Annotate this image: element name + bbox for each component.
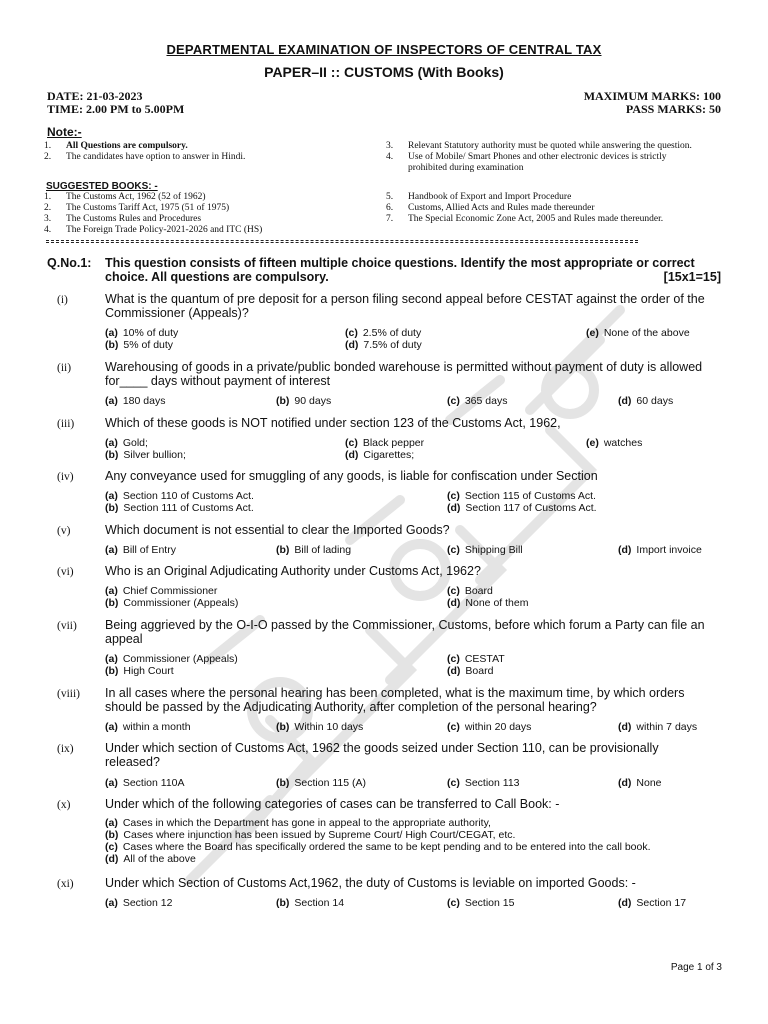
question-marks: [15x1=15] bbox=[663, 270, 721, 284]
mcq-question: Under which of the following categories of cases can be transferred to Call Book: - bbox=[105, 797, 560, 811]
mcq-option: (b) Bill of lading bbox=[276, 544, 352, 556]
mcq-question: Which document is not essential to clear the Imported Goods? bbox=[105, 523, 450, 537]
book-item: 5. Handbook of Export and Import Procedure bbox=[386, 192, 572, 202]
mcq-option: (d) All of the above bbox=[105, 853, 196, 865]
mcq-option: (b) Section 115 (A) bbox=[276, 777, 367, 789]
exam-time: TIME: 2.00 PM to 5.00PM bbox=[47, 102, 185, 116]
note-item: 1. All Questions are compulsory. bbox=[44, 141, 188, 151]
mcq-option: (c) CESTAT bbox=[447, 653, 505, 665]
mcq-option: (a) 180 days bbox=[105, 395, 166, 407]
mcq-option: (b) Commissioner (Appeals) bbox=[105, 597, 239, 609]
book-item: 2. The Customs Tariff Act, 1975 (51 of 1975) bbox=[44, 203, 230, 213]
maximum-marks: MAXIMUM MARKS: 100 bbox=[583, 89, 721, 103]
mcq-option: (c) Cases where the Board has specifically ordered the same to be kept pending and to be entered into the call book. bbox=[105, 841, 651, 853]
mcq-question: Who is an Original Adjudicating Authority under Customs Act, 1962? bbox=[105, 564, 481, 578]
exam-title: DEPARTMENTAL EXAMINATION OF INSPECTORS OF CENTRAL TAX bbox=[166, 42, 602, 57]
mcq-option: (b) Section 14 bbox=[276, 897, 345, 909]
mcq-option: (d) Import invoice bbox=[618, 544, 702, 556]
mcq-option: (a) Commissioner (Appeals) bbox=[105, 653, 238, 665]
mcq-option: (d) Board bbox=[447, 665, 494, 677]
note-item: 2. The candidates have option to answer in Hindi. bbox=[44, 152, 246, 162]
mcq-option: (a) Section 110A bbox=[105, 777, 185, 789]
mcq-number: (i) bbox=[57, 294, 68, 306]
mcq-option: (b) 5% of duty bbox=[105, 339, 174, 351]
mcq-option: (d) None of them bbox=[447, 597, 529, 609]
question-number: Q.No.1: bbox=[47, 256, 92, 270]
mcq-option: (a) 10% of duty bbox=[105, 327, 179, 339]
mcq-option: (b) High Court bbox=[105, 665, 174, 677]
suggested-books-heading: SUGGESTED BOOKS: - bbox=[46, 181, 158, 192]
mcq-question: Any conveyance used for smuggling of any goods, is liable for confiscation under Section bbox=[105, 469, 598, 483]
mcq-number: (vii) bbox=[57, 620, 77, 632]
question-instructions-line2: choice. All questions are compulsory. bbox=[105, 270, 329, 284]
note-item: 4. Use of Mobile/ Smart Phones and other electronic devices is strictly bbox=[386, 152, 667, 162]
mcq-number: (x) bbox=[57, 799, 71, 811]
book-item: 7. The Special Economic Zone Act, 2005 and Rules made thereunder. bbox=[386, 214, 664, 224]
notes-left bbox=[44, 141, 374, 163]
mcq-option: (a) within a month bbox=[105, 721, 191, 733]
page-number: Page 1 of 3 bbox=[670, 962, 722, 973]
mcq-number: (vi) bbox=[57, 566, 74, 578]
mcq-option: (d) Section 117 of Customs Act. bbox=[447, 502, 597, 514]
pass-marks: PASS MARKS: 50 bbox=[625, 102, 721, 116]
exam-date: DATE: 21-03-2023 bbox=[47, 89, 143, 103]
mcq-option: (b) Within 10 days bbox=[276, 721, 364, 733]
note-heading: Note:- bbox=[47, 125, 82, 139]
mcq-option: (c) 365 days bbox=[447, 395, 508, 407]
note-item: prohibited during examination bbox=[408, 163, 524, 173]
mcq-question: Under which Section of Customs Act,1962, the duty of Customs is leviable on imported Goods: - bbox=[105, 876, 636, 890]
mcq-option: (e) None of the above bbox=[586, 327, 690, 339]
mcq-option: (a) Section 110 of Customs Act. bbox=[105, 490, 254, 502]
mcq-option: (c) within 20 days bbox=[447, 721, 532, 733]
mcq-question: Being aggrieved by the O-I-O passed by the Commissioner, Customs, before which forum a Party can file an appeal bbox=[105, 618, 705, 646]
books-left bbox=[44, 192, 374, 236]
mcq-question: What is the quantum of pre deposit for a person filing second appeal before CESTAT against the order of the Commissioner (Appeals)? bbox=[105, 292, 705, 320]
mcq-number: (ix) bbox=[57, 743, 74, 755]
notes-right bbox=[386, 141, 726, 174]
mcq-option: (c) 2.5% of duty bbox=[345, 327, 422, 339]
mcq-number: (ii) bbox=[57, 362, 72, 374]
mcq-option: (c) Section 115 of Customs Act. bbox=[447, 490, 596, 502]
mcq-number: (viii) bbox=[57, 688, 80, 700]
mcq-number: (iv) bbox=[57, 471, 74, 483]
mcq-option: (d) Section 17 bbox=[618, 897, 687, 909]
mcq-option: (b) Silver bullion; bbox=[105, 449, 186, 461]
mcq-option: (d) within 7 days bbox=[618, 721, 698, 733]
mcq-option: (e) watches bbox=[586, 437, 643, 449]
book-item: 6. Customs, Allied Acts and Rules made thereunder bbox=[386, 203, 595, 213]
paper-title: PAPER–II :: CUSTOMS (With Books) bbox=[264, 64, 504, 80]
books-right bbox=[386, 192, 726, 225]
book-item: 3. The Customs Rules and Procedures bbox=[44, 214, 202, 224]
mcq-option: (c) Black pepper bbox=[345, 437, 425, 449]
mcq-option: (a) Section 12 bbox=[105, 897, 173, 909]
mcq-option: (a) Gold; bbox=[105, 437, 148, 449]
section-divider bbox=[46, 240, 638, 243]
mcq-option: (d) Cigarettes; bbox=[345, 449, 415, 461]
mcq-option: (a) Cases in which the Department has gone in appeal to the appropriate authority, bbox=[105, 817, 491, 829]
mcq-option: (d) 7.5% of duty bbox=[345, 339, 422, 351]
mcq-number: (xi) bbox=[57, 878, 74, 890]
mcq-option: (d) None bbox=[618, 777, 662, 789]
question-instructions-line1: This question consists of fifteen multiple choice questions. Identify the most appropriate or correct bbox=[105, 256, 695, 270]
mcq-option: (b) Cases where injunction has been issued by Supreme Court/ High Court/CEGAT, etc. bbox=[105, 829, 516, 841]
book-item: 1. The Customs Act, 1962 (52 of 1962) bbox=[44, 192, 206, 202]
mcq-option: (c) Section 113 bbox=[447, 777, 520, 789]
mcq-number: (iii) bbox=[57, 418, 75, 430]
mcq-option: (b) 90 days bbox=[276, 395, 332, 407]
mcq-question: In all cases where the personal hearing has been completed, what is the maximum time, by which orders should be passed by the Adjudicating Authority, after completion of the personal hearing? bbox=[105, 686, 685, 714]
mcq-option: (a) Bill of Entry bbox=[105, 544, 176, 556]
mcq-question: Which of these goods is NOT notified under section 123 of the Customs Act, 1962, bbox=[105, 416, 561, 430]
mcq-question: Under which section of Customs Act, 1962 the goods seized under Section 110, can be provisionally released? bbox=[105, 741, 659, 769]
note-item: 3. Relevant Statutory authority must be quoted while answering the question. bbox=[386, 141, 692, 151]
mcq-number: (v) bbox=[57, 525, 71, 537]
mcq-option: (c) Section 15 bbox=[447, 897, 515, 909]
mcq-option: (a) Chief Commissioner bbox=[105, 585, 218, 597]
mcq-option: (c) Shipping Bill bbox=[447, 544, 523, 556]
mcq-option: (b) Section 111 of Customs Act. bbox=[105, 502, 254, 514]
book-item: 4. The Foreign Trade Policy-2021-2026 and ITC (HS) bbox=[44, 225, 263, 235]
mcq-option: (c) Board bbox=[447, 585, 493, 597]
mcq-option: (d) 60 days bbox=[618, 395, 674, 407]
mcq-question: Warehousing of goods in a private/public bonded warehouse is permitted without payment of duty is allowed for____ days without payment of interest bbox=[105, 360, 703, 388]
